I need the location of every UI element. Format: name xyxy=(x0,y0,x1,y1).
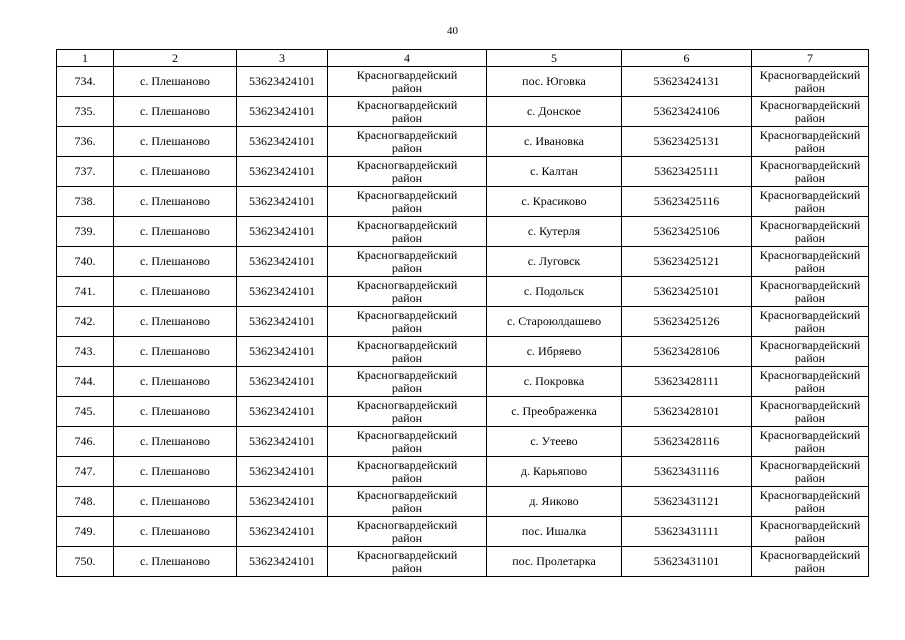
settlement-cell: с. Плешаново xyxy=(114,547,237,577)
row-number-cell: 750. xyxy=(57,547,114,577)
district-line: район xyxy=(391,260,423,275)
settlement-cell: с. Плешаново xyxy=(114,187,237,217)
district-line: Красногвардейский xyxy=(759,337,861,352)
settlement-cell: с. Плешаново xyxy=(114,517,237,547)
header-row xyxy=(57,50,869,67)
district-line: район xyxy=(391,380,423,395)
row-number-cell: 742. xyxy=(57,307,114,337)
table-row xyxy=(57,217,869,247)
district-line: район xyxy=(794,230,826,245)
district-cell xyxy=(328,157,487,187)
locality-cell: пос. Юговка xyxy=(487,67,622,97)
row-number-cell: 735. xyxy=(57,97,114,127)
locality-code-cell: 53623425101 xyxy=(622,277,752,307)
locality-cell: пос. Пролетарка xyxy=(487,547,622,577)
row-number-cell: 746. xyxy=(57,427,114,457)
table-row xyxy=(57,157,869,187)
locality-district-cell xyxy=(752,487,869,517)
table-row xyxy=(57,307,869,337)
district-line: Красногвардейский xyxy=(759,457,861,472)
row-number-cell: 743. xyxy=(57,337,114,367)
district-line: Красногвардейский xyxy=(759,307,861,322)
row-number-cell: 738. xyxy=(57,187,114,217)
district-line: район xyxy=(391,560,423,575)
table-row xyxy=(57,67,869,97)
row-number-cell: 739. xyxy=(57,217,114,247)
locality-district-cell xyxy=(752,397,869,427)
settlement-code-cell: 53623424101 xyxy=(237,67,328,97)
district-line: Красногвардейский xyxy=(356,127,458,142)
district-cell xyxy=(328,427,487,457)
column-header: 7 xyxy=(752,50,869,67)
table-row xyxy=(57,397,869,427)
district-line: Красногвардейский xyxy=(356,337,458,352)
settlement-code-cell: 53623424101 xyxy=(237,307,328,337)
district-line: Красногвардейский xyxy=(759,517,861,532)
locality-cell: с. Луговск xyxy=(487,247,622,277)
row-number-cell: 737. xyxy=(57,157,114,187)
settlement-code-cell: 53623424101 xyxy=(237,487,328,517)
district-cell xyxy=(328,337,487,367)
locality-district-cell xyxy=(752,67,869,97)
district-line: район xyxy=(391,140,423,155)
district-line: район xyxy=(391,290,423,305)
settlement-code-cell: 53623424101 xyxy=(237,427,328,457)
district-line: район xyxy=(391,500,423,515)
district-line: Красногвардейский xyxy=(759,427,861,442)
table-row xyxy=(57,277,869,307)
locality-cell: д. Карьяпово xyxy=(487,457,622,487)
district-line: Красногвардейский xyxy=(356,487,458,502)
row-number-cell: 748. xyxy=(57,487,114,517)
district-line: Красногвардейский xyxy=(356,217,458,232)
district-cell xyxy=(328,97,487,127)
row-number-cell: 741. xyxy=(57,277,114,307)
district-line: Красногвардейский xyxy=(356,67,458,82)
row-number-cell: 740. xyxy=(57,247,114,277)
settlement-code-cell: 53623424101 xyxy=(237,187,328,217)
table-row xyxy=(57,187,869,217)
locality-code-cell: 53623425106 xyxy=(622,217,752,247)
locality-district-cell xyxy=(752,367,869,397)
locality-district-cell xyxy=(752,157,869,187)
settlement-cell: с. Плешаново xyxy=(114,157,237,187)
locality-district-cell xyxy=(752,187,869,217)
district-line: район xyxy=(794,80,826,95)
settlement-code-cell: 53623424101 xyxy=(237,367,328,397)
district-line: Красногвардейский xyxy=(356,247,458,262)
table-row xyxy=(57,247,869,277)
district-line: район xyxy=(794,110,826,125)
district-line: район xyxy=(391,320,423,335)
settlement-code-cell: 53623424101 xyxy=(237,97,328,127)
locality-code-cell: 53623431111 xyxy=(622,517,752,547)
district-line: Красногвардейский xyxy=(759,67,861,82)
district-line: район xyxy=(794,440,826,455)
district-line: Красногвардейский xyxy=(759,367,861,382)
table-row xyxy=(57,97,869,127)
locality-cell: с. Утеево xyxy=(487,427,622,457)
district-cell xyxy=(328,217,487,247)
locality-code-cell: 53623425126 xyxy=(622,307,752,337)
district-cell xyxy=(328,277,487,307)
district-line: Красногвардейский xyxy=(356,517,458,532)
district-line: район xyxy=(794,500,826,515)
locality-code-cell: 53623431116 xyxy=(622,457,752,487)
row-number-cell: 744. xyxy=(57,367,114,397)
settlement-cell: с. Плешаново xyxy=(114,487,237,517)
settlement-code-cell: 53623424101 xyxy=(237,247,328,277)
table-row xyxy=(57,127,869,157)
locality-code-cell: 53623425111 xyxy=(622,157,752,187)
district-line: Красногвардейский xyxy=(356,307,458,322)
settlement-cell: с. Плешаново xyxy=(114,67,237,97)
district-line: район xyxy=(794,290,826,305)
settlement-code-cell: 53623424101 xyxy=(237,127,328,157)
locality-district-cell xyxy=(752,127,869,157)
table-row xyxy=(57,367,869,397)
column-header: 2 xyxy=(114,50,237,67)
settlement-code-cell: 53623424101 xyxy=(237,397,328,427)
district-cell xyxy=(328,547,487,577)
settlement-cell: с. Плешаново xyxy=(114,127,237,157)
column-header: 4 xyxy=(328,50,487,67)
locality-district-cell xyxy=(752,307,869,337)
table-row xyxy=(57,457,869,487)
row-number-cell: 747. xyxy=(57,457,114,487)
locality-cell: с. Калтан xyxy=(487,157,622,187)
district-cell xyxy=(328,487,487,517)
locality-district-cell xyxy=(752,517,869,547)
locality-cell: пос. Ишалка xyxy=(487,517,622,547)
locality-code-cell: 53623428116 xyxy=(622,427,752,457)
locality-code-cell: 53623425121 xyxy=(622,247,752,277)
district-cell xyxy=(328,67,487,97)
district-line: район xyxy=(794,320,826,335)
column-header: 1 xyxy=(57,50,114,67)
locality-district-cell xyxy=(752,217,869,247)
district-line: Красногвардейский xyxy=(759,127,861,142)
district-line: Красногвардейский xyxy=(759,547,861,562)
locality-code-cell: 53623424106 xyxy=(622,97,752,127)
district-line: район xyxy=(391,80,423,95)
locality-code-cell: 53623425116 xyxy=(622,187,752,217)
row-number-cell: 736. xyxy=(57,127,114,157)
locality-cell: с. Ибряево xyxy=(487,337,622,367)
district-line: Красногвардейский xyxy=(356,427,458,442)
table-body xyxy=(57,67,869,577)
district-line: район xyxy=(391,440,423,455)
locality-cell: с. Донское xyxy=(487,97,622,127)
column-header: 3 xyxy=(237,50,328,67)
settlement-cell: с. Плешаново xyxy=(114,397,237,427)
settlement-code-cell: 53623424101 xyxy=(237,457,328,487)
district-line: Красногвардейский xyxy=(356,277,458,292)
district-line: Красногвардейский xyxy=(759,157,861,172)
district-line: Красногвардейский xyxy=(356,397,458,412)
district-line: Красногвардейский xyxy=(759,277,861,292)
settlement-code-cell: 53623424101 xyxy=(237,217,328,247)
locality-district-cell xyxy=(752,277,869,307)
district-line: Красногвардейский xyxy=(759,217,861,232)
locality-code-cell: 53623428111 xyxy=(622,367,752,397)
settlement-code-cell: 53623424101 xyxy=(237,277,328,307)
row-number-cell: 749. xyxy=(57,517,114,547)
locality-code-cell: 53623428106 xyxy=(622,337,752,367)
row-number-cell: 745. xyxy=(57,397,114,427)
table-header xyxy=(57,50,869,67)
settlement-cell: с. Плешаново xyxy=(114,277,237,307)
page-number: 40 xyxy=(447,25,458,37)
district-line: район xyxy=(794,260,826,275)
settlement-cell: с. Плешаново xyxy=(114,427,237,457)
locality-cell: с. Преображенка xyxy=(487,397,622,427)
settlement-code-cell: 53623424101 xyxy=(237,517,328,547)
district-cell xyxy=(328,517,487,547)
district-line: район xyxy=(391,110,423,125)
district-line: район xyxy=(391,470,423,485)
district-line: район xyxy=(794,530,826,545)
locality-cell: с. Кутерля xyxy=(487,217,622,247)
settlement-cell: с. Плешаново xyxy=(114,457,237,487)
settlement-cell: с. Плешаново xyxy=(114,247,237,277)
locality-cell: с. Подольск xyxy=(487,277,622,307)
district-line: район xyxy=(391,170,423,185)
district-line: Красногвардейский xyxy=(356,547,458,562)
locality-code-cell: 53623431121 xyxy=(622,487,752,517)
district-line: Красногвардейский xyxy=(759,187,861,202)
settlement-cell: с. Плешаново xyxy=(114,217,237,247)
table-row xyxy=(57,487,869,517)
settlement-cell: с. Плешаново xyxy=(114,367,237,397)
column-header: 6 xyxy=(622,50,752,67)
district-line: Красногвардейский xyxy=(759,397,861,412)
district-line: Красногвардейский xyxy=(759,97,861,112)
locality-district-cell xyxy=(752,547,869,577)
district-cell xyxy=(328,247,487,277)
district-line: район xyxy=(391,200,423,215)
table-row xyxy=(57,517,869,547)
settlement-cell: с. Плешаново xyxy=(114,307,237,337)
district-line: район xyxy=(794,470,826,485)
district-line: Красногвардейский xyxy=(356,187,458,202)
district-line: Красногвардейский xyxy=(356,97,458,112)
settlement-cell: с. Плешаново xyxy=(114,97,237,127)
district-line: район xyxy=(794,140,826,155)
district-line: Красногвардейский xyxy=(759,247,861,262)
data-table xyxy=(56,49,869,577)
locality-cell: с. Покровка xyxy=(487,367,622,397)
locality-code-cell: 53623425131 xyxy=(622,127,752,157)
district-line: район xyxy=(391,230,423,245)
district-line: Красногвардейский xyxy=(356,457,458,472)
district-line: Красногвардейский xyxy=(759,487,861,502)
district-line: район xyxy=(391,530,423,545)
locality-district-cell xyxy=(752,457,869,487)
district-cell xyxy=(328,397,487,427)
locality-cell: с. Ивановка xyxy=(487,127,622,157)
settlement-cell: с. Плешаново xyxy=(114,337,237,367)
column-header: 5 xyxy=(487,50,622,67)
district-cell xyxy=(328,127,487,157)
district-cell xyxy=(328,367,487,397)
locality-cell: с. Красиково xyxy=(487,187,622,217)
table-row xyxy=(57,337,869,367)
locality-district-cell xyxy=(752,247,869,277)
district-line: район xyxy=(794,410,826,425)
district-line: район xyxy=(794,350,826,365)
district-line: район xyxy=(794,380,826,395)
table-row xyxy=(57,547,869,577)
settlement-code-cell: 53623424101 xyxy=(237,547,328,577)
district-line: район xyxy=(794,170,826,185)
locality-code-cell: 53623424131 xyxy=(622,67,752,97)
settlement-code-cell: 53623424101 xyxy=(237,337,328,367)
district-line: район xyxy=(794,560,826,575)
row-number-cell: 734. xyxy=(57,67,114,97)
locality-district-cell xyxy=(752,427,869,457)
table-row xyxy=(57,427,869,457)
district-cell xyxy=(328,307,487,337)
locality-code-cell: 53623431101 xyxy=(622,547,752,577)
district-line: Красногвардейский xyxy=(356,367,458,382)
district-line: район xyxy=(391,410,423,425)
settlement-code-cell: 53623424101 xyxy=(237,157,328,187)
district-line: район xyxy=(794,200,826,215)
locality-district-cell xyxy=(752,97,869,127)
district-line: Красногвардейский xyxy=(356,157,458,172)
locality-cell: с. Староюлдашево xyxy=(487,307,622,337)
locality-code-cell: 53623428101 xyxy=(622,397,752,427)
district-cell xyxy=(328,457,487,487)
locality-cell: д. Яиково xyxy=(487,487,622,517)
district-cell xyxy=(328,187,487,217)
district-line: район xyxy=(391,350,423,365)
locality-district-cell xyxy=(752,337,869,367)
